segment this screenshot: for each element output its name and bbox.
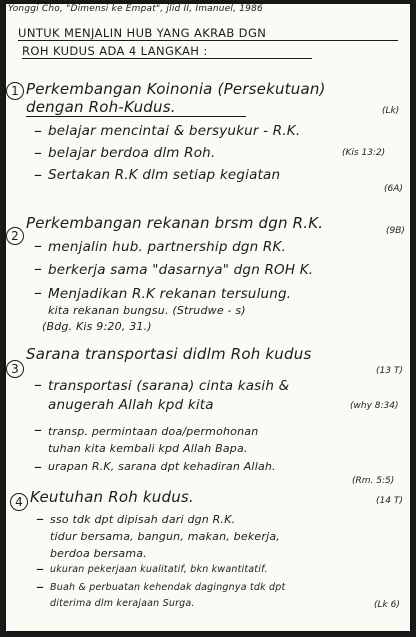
section-3-item-3: urapan R.K, sarana dpt kehadiran Allah. (48, 460, 276, 473)
section-3-item-1: transportasi (sarana) cinta kasih & (48, 378, 290, 394)
bullet-dash: – (34, 375, 42, 394)
bullet-dash: – (34, 236, 42, 255)
section-number-3: 3 (6, 360, 24, 378)
bullet-dash: – (36, 509, 44, 528)
citation: Yonggi Cho, "Dimensi ke Empat", jlid II, Imanuel, 1986 (8, 4, 263, 14)
section-4-item-3: Buah & perbuatan kehendak dagingnya tdk dpt (50, 582, 286, 593)
section-4-item-2: ukuran pekerjaan kualitatif, bkn kwantitatif. (50, 564, 268, 575)
bullet-dash: – (34, 420, 42, 439)
section-2-ref: (9B) (386, 226, 405, 236)
section-3-ref: (13 T) (376, 366, 403, 376)
section-number-1: 1 (6, 82, 24, 100)
section-4-item-1-line-3: berdoa bersama. (50, 547, 147, 560)
section-4-heading: Keutuhan Roh kudus. (30, 488, 194, 506)
section-1-underline (26, 116, 246, 117)
section-1-heading-2: dengan Roh-Kudus. (26, 98, 176, 116)
section-4-ref: (14 T) (376, 496, 403, 506)
title-line-1: UNTUK MENJALIN HUB YANG AKRAB DGN (18, 26, 267, 40)
bullet-dash: – (34, 259, 42, 278)
title-underline-2 (22, 58, 312, 59)
section-2-item-3: Menjadikan R.K rekanan tersulung. (48, 286, 292, 302)
bullet-dash: – (34, 121, 42, 140)
section-1-item-1: belajar mencintai & bersyukur - R.K. (48, 123, 301, 139)
section-4-item-1: sso tdk dpt dipisah dari dgn R.K. (50, 513, 236, 526)
section-2-item-3-line-2: kita rekanan bungsu. (Strudwe - s) (48, 304, 246, 317)
section-2-item-3-line-3: (Bdg. Kis 9:20, 31.) (42, 320, 152, 333)
section-2-heading: Perkembangan rekanan brsm dgn R.K. (26, 214, 324, 232)
bullet-dash: – (36, 577, 44, 596)
section-3-item-2-line-2: tuhan kita kembali kpd Allah Bapa. (48, 442, 248, 455)
section-1-item-2: belajar berdoa dlm Roh. (48, 145, 216, 161)
section-1-ref: (Lk) (382, 106, 400, 116)
section-number-4: 4 (10, 493, 28, 511)
section-4-item-1-line-2: tidur bersama, bangun, makan, bekerja, (50, 530, 280, 543)
handwritten-note-page (6, 4, 410, 631)
section-3-item-2: transp. permintaan doa/permohonan (48, 425, 259, 438)
section-3-item-1-line-2: anugerah Allah kpd kita (48, 397, 214, 413)
section-4-item-3-ref: (Lk 6) (374, 600, 400, 610)
section-3-heading: Sarana transportasi didlm Roh kudus (26, 345, 312, 363)
title-underline (18, 40, 398, 41)
section-3-item-1-ref: (why 8:34) (350, 401, 399, 411)
section-1-item-2-ref: (Kis 13:2) (342, 148, 386, 158)
bullet-dash: – (36, 559, 44, 578)
bullet-dash: – (34, 143, 42, 162)
bullet-dash: – (34, 165, 42, 184)
section-2-item-1: menjalin hub. partnership dgn RK. (48, 239, 287, 255)
bullet-dash: – (34, 283, 42, 302)
title-line-2: ROH KUDUS ADA 4 LANGKAH : (22, 44, 208, 58)
section-number-2: 2 (6, 227, 24, 245)
section-3-item-3-ref: (Rm. 5:5) (352, 476, 395, 486)
section-2-item-2: berkerja sama "dasarnya" dgn ROH K. (48, 262, 314, 278)
section-4-item-3-line-2: diterima dlm kerajaan Surga. (50, 598, 195, 609)
bullet-dash: – (34, 457, 42, 476)
section-1-item-3: Sertakan R.K dlm setiap kegiatan (48, 167, 281, 183)
section-1-heading: Perkembangan Koinonia (Persekutuan) (26, 80, 326, 98)
section-1-item-3-ref: (6A) (384, 184, 403, 194)
